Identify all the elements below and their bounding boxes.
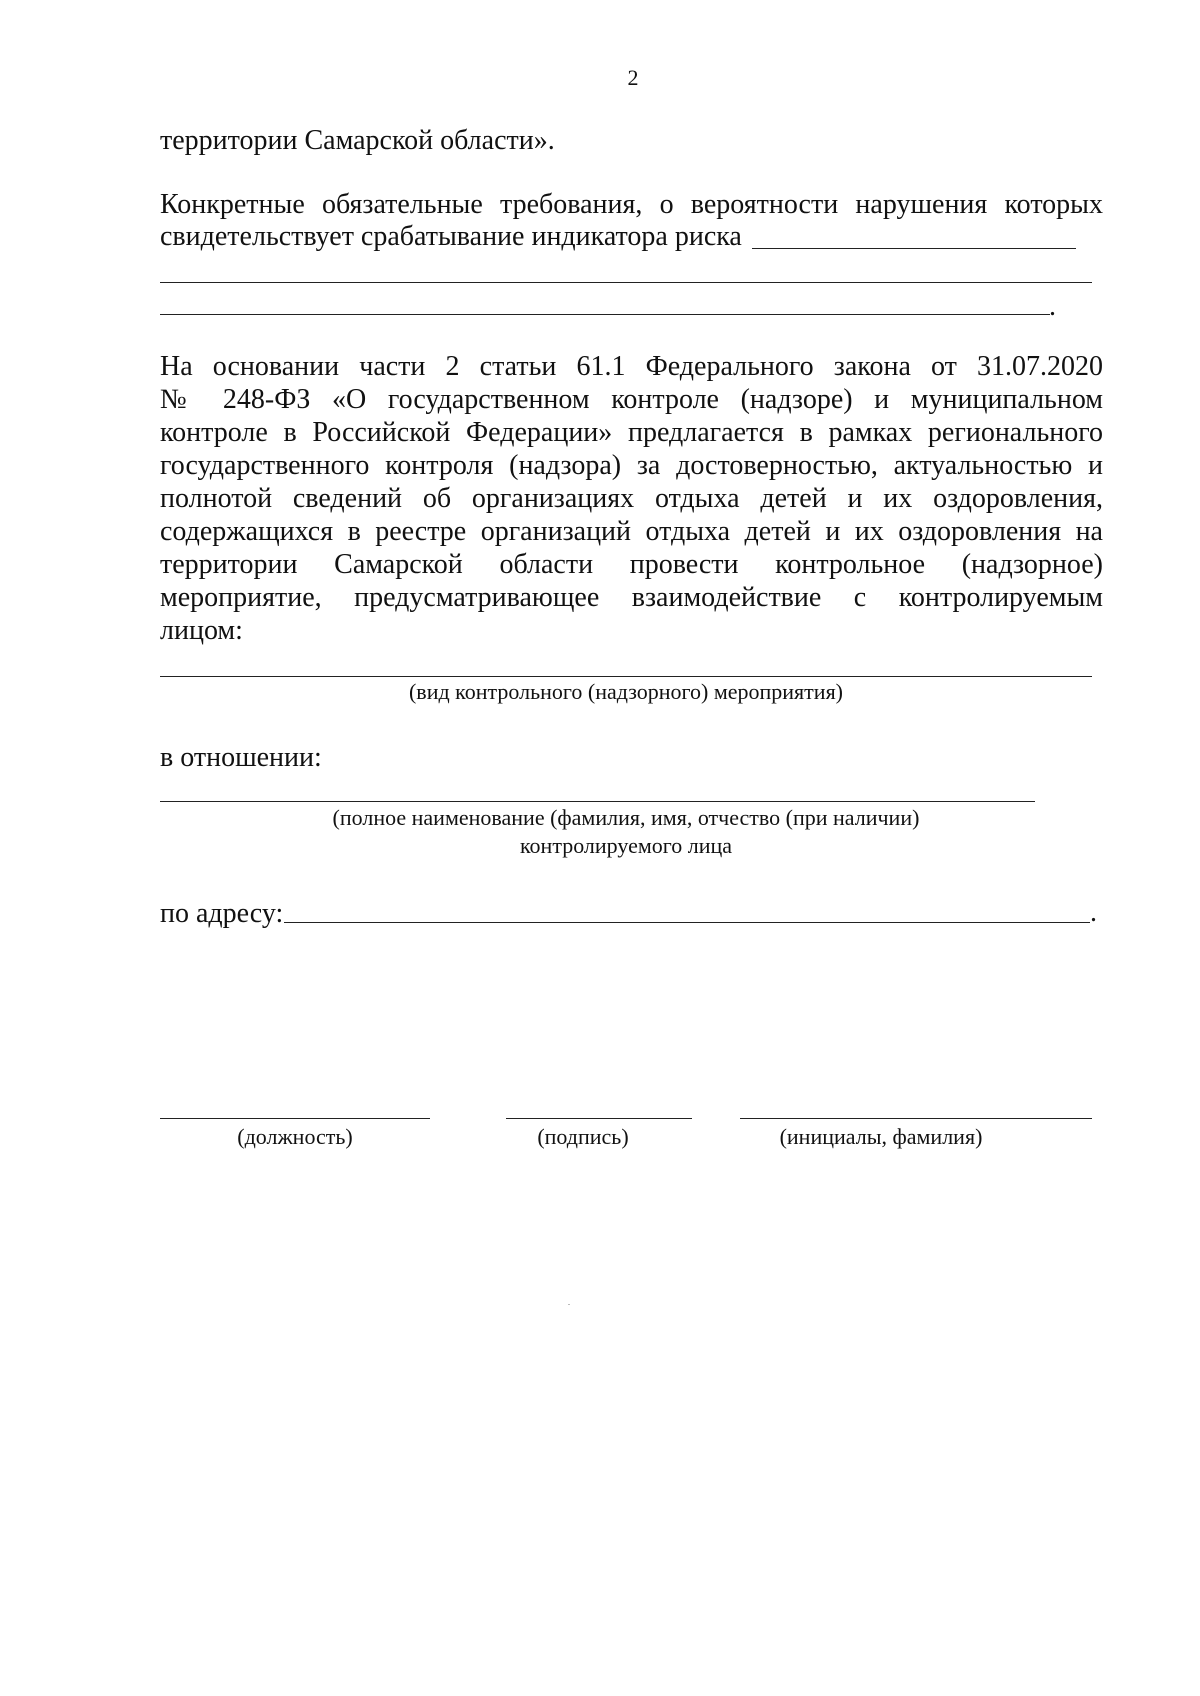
signature-blank — [506, 1118, 692, 1119]
scan-speck — [568, 1304, 570, 1305]
entity-caption-line-2: контролируемого лица — [519, 833, 733, 858]
initials-name-blank — [740, 1118, 1092, 1119]
entity-caption-line-1: (полное наименование (фамилия, имя, отчество (при наличии) — [332, 805, 920, 830]
regarding-label: в отношении: — [160, 742, 322, 773]
continuation-text: территории Самарской области». — [160, 125, 555, 156]
address-blank — [284, 922, 1090, 923]
risk-indicator-blank — [752, 248, 1076, 249]
basis-line: государственного контроля (надзора) за достоверностью, актуальностью и — [160, 450, 1103, 481]
initials-name-caption: (инициалы, фамилия) — [779, 1124, 983, 1149]
event-type-blank — [160, 676, 1092, 677]
entity-name-blank — [160, 801, 1035, 802]
basis-line: мероприятие, предусматривающее взаимодействие с контролируемым — [160, 582, 1103, 613]
basis-line: содержащихся в реестре организаций отдыха детей и их оздоровления на — [160, 516, 1103, 547]
requirements-blank-line-2 — [160, 314, 1050, 315]
requirements-line-1: Конкретные обязательные требования, о вероятности нарушения которых — [160, 189, 1103, 220]
basis-line: № 248-ФЗ «О государственном контроле (надзоре) и муниципальном — [160, 384, 1103, 415]
basis-line: полнотой сведений об организациях отдыха детей и их оздоровления, — [160, 483, 1103, 514]
requirements-line-2: свидетельствует срабатывание индикатора риска — [160, 221, 742, 252]
position-blank — [160, 1118, 430, 1119]
basis-line: территории Самарской области провести контрольное (надзорное) — [160, 549, 1103, 580]
requirements-end-period: . — [1049, 291, 1056, 322]
basis-line: На основании части 2 статьи 61.1 Федерального закона от 31.07.2020 — [160, 351, 1103, 382]
page-number: 2 — [627, 65, 639, 90]
requirements-blank-line-1 — [160, 282, 1092, 283]
address-end-period: . — [1090, 897, 1097, 928]
basis-line: контроле в Российской Федерации» предлагается в рамках регионального — [160, 417, 1103, 448]
signature-caption: (подпись) — [537, 1124, 629, 1149]
event-type-caption: (вид контрольного (надзорного) мероприятия) — [408, 679, 844, 704]
basis-last-line: лицом: — [160, 615, 243, 646]
position-caption: (должность) — [237, 1124, 353, 1149]
address-label: по адресу: — [160, 898, 284, 929]
